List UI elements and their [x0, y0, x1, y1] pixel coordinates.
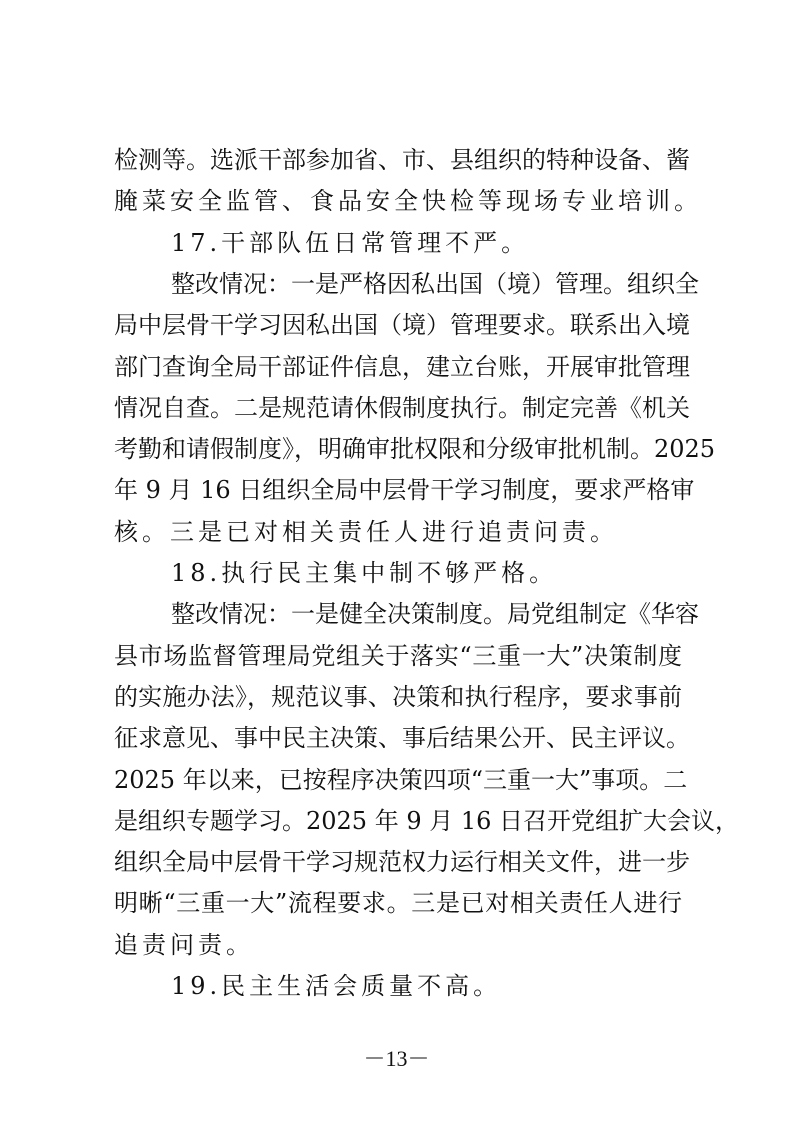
text-line: 2025 年以来，已按程序决策四项“三重一大”事项。二	[114, 765, 688, 794]
text-line: 考勤和请假制度》，明确审批权限和分级审批机制。2025	[114, 435, 716, 464]
text-line: 部门查询全局干部证件信息，建立台账，开展审批管理	[114, 352, 690, 381]
text-line: 年 9 月 16 日组织全局中层骨干学习制度，要求严格审	[114, 476, 695, 505]
text-line: 整改情况：一是健全决策制度。局党组制定《华容	[171, 600, 699, 629]
text-line: 的实施办法》，规范议事、决策和执行程序，要求事前	[114, 682, 682, 711]
section-heading: 18.执行民主集中制不够严格。	[171, 559, 558, 587]
text-line: 腌菜安全监管、食品安全快检等现场专业培训。	[114, 187, 702, 216]
text-line: 情况自查。二是规范请休假制度执行。制定完善《机关	[114, 393, 690, 422]
text-line: 县市场监督管理局党组关于落实“三重一大”决策制度	[114, 641, 682, 670]
text-line: 整改情况：一是严格因私出国（境）管理。组织全	[171, 269, 699, 298]
text-line: 征求意见、事中民主决策、事后结果公开、民主评议。	[114, 724, 690, 753]
text-line: 明晰“三重一大”流程要求。三是已对相关责任人进行	[114, 889, 682, 918]
text-line: 是组织专题学习。2025 年 9 月 16 日召开党组扩大会议，	[114, 806, 740, 835]
text-line: 检测等。选派干部参加省、市、县组织的特种设备、酱	[114, 146, 690, 174]
text-line: 局中层骨干学习因私出国（境）管理要求。联系出入境	[114, 311, 690, 340]
text-line: 核。三是已对相关责任人进行追责问责。	[114, 517, 618, 546]
text-line: 组织全局中层骨干学习规范权力运行相关文件，进一步	[114, 848, 690, 877]
section-heading: 19.民主生活会质量不高。	[171, 972, 502, 1000]
text-line: 追责问责。	[114, 930, 254, 959]
section-heading: 17.干部队伍日常管理不严。	[171, 228, 530, 257]
page-number: －13－	[363, 1046, 430, 1071]
